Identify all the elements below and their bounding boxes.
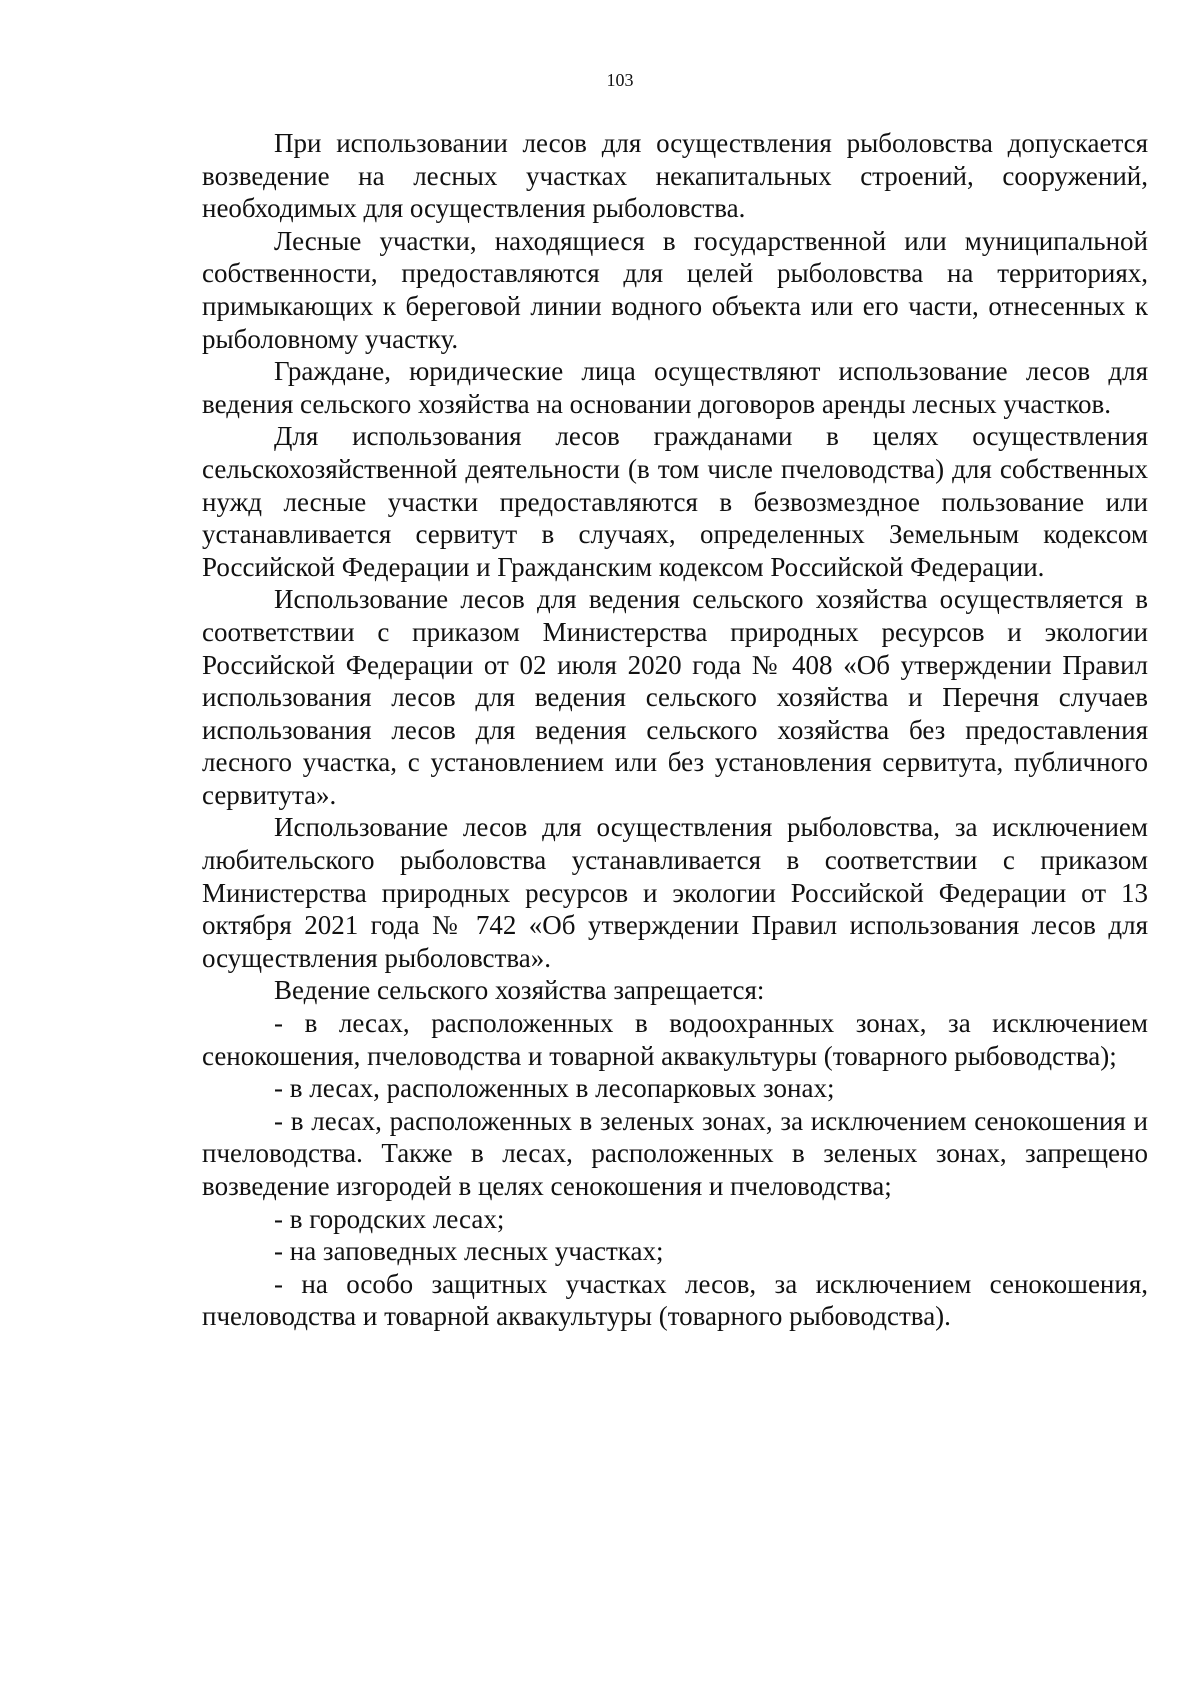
list-item-green-zones: - в лесах, расположенных в зеленых зонах, за исключением сенокошения и пчеловодства. Также в лесах, расположенных в зеленых зонах, запрещено возведение изгородей в целях сенокошения и пчеловодства; xyxy=(202,1105,1148,1201)
paragraph-citizens-agriculture: Для использования лесов гражданами в целях осуществления сельскохозяйственной деятельности (в том числе пчеловодства) для собственных нужд лесные участки предоставляются в безвозмездное пользование или устанавливается сервитут в случаях, определенных Земельным кодексом Российской Федерации и Гражданским кодексом Российской Федерации. xyxy=(202,421,1148,582)
paragraph-agriculture-lease: Граждане, юридические лица осуществляют использование лесов для ведения сельского хозяйства на основании договоров аренды лесных участков. xyxy=(202,356,1148,419)
list-item-reserved-plots: - на заповедных лесных участках; xyxy=(274,1236,664,1267)
list-item-protective-plots: - на особо защитных участках лесов, за исключением сенокошения, пчеловодства и товарной аквакультуры (товарного рыбоводства). xyxy=(202,1268,1148,1332)
document-body xyxy=(202,127,1148,1333)
paragraph-prohibition-heading: Ведение сельского хозяйства запрещается: xyxy=(274,975,765,1006)
paragraph-order-742: Использование лесов для осуществления рыболовства, за исключением любительского рыболовства устанавливается в соответствии с приказом Министерства природных ресурсов и экологии Российской Федерации от 13 октября 2021 года № 742 «Об утверждении Правил использования лесов для осуществления рыболовства». xyxy=(202,812,1148,973)
page-number: 103 xyxy=(606,70,634,90)
list-item-water-protection-zones: - в лесах, расположенных в водоохранных зонах, за исключением сенокошения, пчеловодства и товарной аквакультуры (товарного рыбоводства); xyxy=(202,1008,1148,1071)
paragraph-order-408: Использование лесов для ведения сельского хозяйства осуществляется в соответствии с приказом Министерства природных ресурсов и экологии Российской Федерации от 02 июля 2020 года № 408 «Об утверждении Правил использования лесов для ведения сельского хозяйства и Перечня случаев использования лесов для ведения сельского хозяйства без предоставления лесного участка, с установлением или без установления сервитута, публичного сервитута». xyxy=(202,584,1148,810)
list-item-urban-forests: - в городских лесах; xyxy=(274,1203,505,1234)
paragraph-fishing-plots: Лесные участки, находящиеся в государственной или муниципальной собственности, предоставляются для целей рыболовства на территориях, примыкающих к береговой линии водного объекта или его части, отнесенных к рыболовному участку. xyxy=(202,225,1148,354)
list-item-forest-park-zones: - в лесах, расположенных в лесопарковых зонах; xyxy=(274,1073,835,1104)
paragraph-fishing-structures: При использовании лесов для осуществления рыболовства допускается возведение на лесных участках некапитальных строений, сооружений, необходимых для осуществления рыболовства. xyxy=(202,128,1148,224)
